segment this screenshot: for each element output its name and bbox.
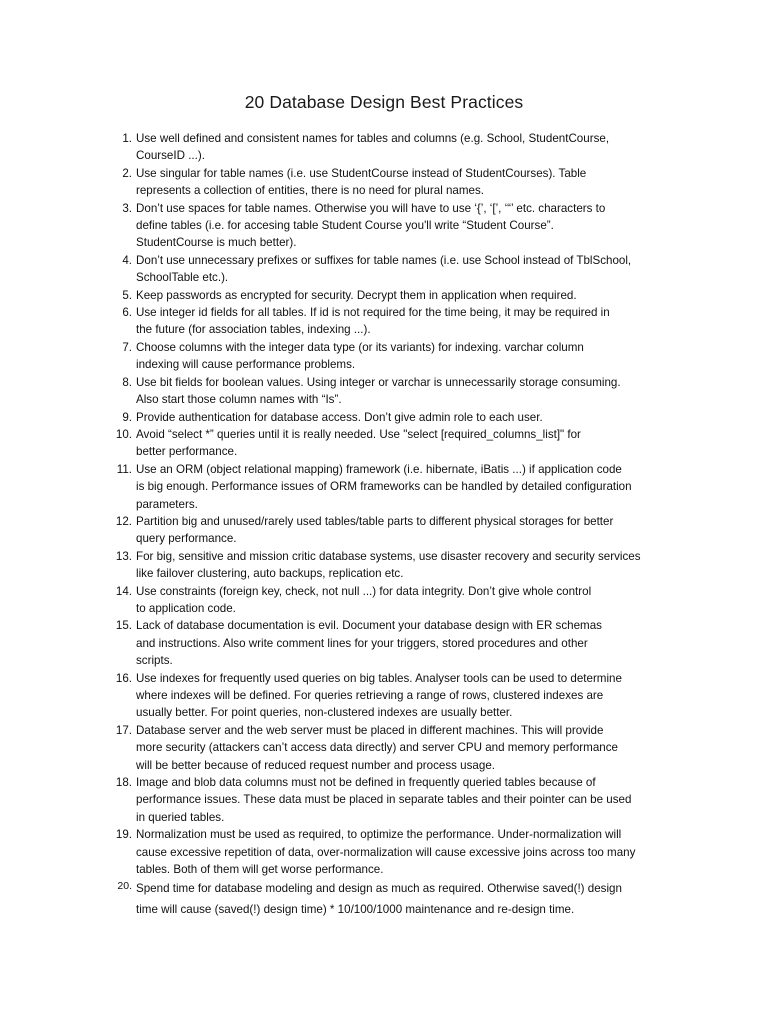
list-item (110, 287, 700, 304)
list-item-number: 1. (122, 132, 132, 145)
list-item (110, 722, 700, 774)
list-item-number: 7. (122, 340, 132, 354)
list-item (110, 617, 700, 669)
list-item-text: Lack of database documentation is evil. Document your database design with ER schemas and instructions. Also write comment lines for your triggers, stored procedures and other scripts. (136, 619, 602, 668)
list-item-text: Database server and the web server must be placed in different machines. This will provide more security (attackers can’t access data directly) and server CPU and memory performance will be better because of reduced request number and process usage. (136, 723, 618, 772)
list-item (110, 548, 700, 583)
list-item (110, 878, 700, 920)
list-item (110, 461, 700, 513)
list-item-number: 4. (122, 253, 132, 267)
list-item-number: 9. (122, 410, 132, 424)
list-item-text: Don’t use unnecessary prefixes or suffixes for table names (i.e. use School instead of TblSchool, SchoolTable etc.). (136, 253, 632, 285)
list-item-text: Don’t use spaces for table names. Otherwise you will have to use ‘{’, ‘[’, ‘“’ etc. characters to define tables (i.e. for accesing table Student Course you'll write “Student Course”. StudentCourse is much better). (136, 201, 606, 250)
list-item-number: 12. (115, 514, 132, 528)
list-item-number: 6. (122, 306, 132, 320)
list-item-number: 11. (116, 462, 132, 476)
list-item-number: 2. (122, 166, 132, 180)
list-item-number: 19. (115, 828, 132, 842)
list-item-number: 14. (115, 584, 132, 598)
list-item-text: Image and blob data columns must not be defined in frequently queried tables because of performance issues. These data must be placed in separate tables and their pointer can be used in queried tables. (136, 776, 632, 824)
page-title: 20 Database Design Best Practices (244, 92, 524, 112)
list-item-text: Keep passwords as encrypted for security. Decrypt them in application when required. (136, 288, 577, 302)
list-item-text: Use bit fields for boolean values. Using integer or varchar is unnecessarily storage consuming. Also start those column names with “Is”. (136, 375, 621, 407)
list-item (110, 670, 700, 722)
list-item (110, 583, 700, 618)
list-item (110, 339, 700, 374)
list-item (110, 165, 700, 200)
list-item-text: Use an ORM (object relational mapping) framework (i.e. hibernate, iBatis ...) if application code is big enough. Performance issues of ORM frameworks can be handled by detailed configuration parameters. (136, 462, 632, 511)
list-item-number: 8. (122, 375, 132, 389)
list-item (110, 426, 700, 461)
list-item-text: Partition big and unused/rarely used tables/table parts to different physical storages for better query performance. (136, 514, 614, 546)
list-item-text: Provide authentication for database access. Don’t give admin role to each user. (136, 410, 543, 424)
list-item (110, 374, 700, 409)
list-item-text: Use indexes for frequently used queries on big tables. Analyser tools can be used to determine where indexes will be defined. For queries retrieving a range of rows, clustered indexes are usually better. For point queries, non-clustered indexes are usually better. (136, 671, 622, 720)
list-item-number: 5. (122, 288, 132, 302)
list-item-number: 10. (115, 427, 132, 441)
list-item-number: 3. (122, 201, 132, 215)
list-item (110, 304, 700, 339)
list-item-text: Avoid “select *” queries until it is really needed. Use "select [required_columns_list]" for better performance. (136, 427, 581, 459)
list-item (110, 409, 700, 426)
list-item-text: Normalization must be used as required, to optimize the performance. Under-normalization will cause excessive repetition of data, over-normalization will cause excessive joins across too many tables. Both of them will get worse performance. (136, 828, 636, 877)
list-item-number: 13. (115, 549, 132, 563)
list-item (110, 200, 700, 252)
list-item-text: Use constraints (foreign key, check, not null ...) for data integrity. Don’t give whole control to application code. (136, 584, 592, 615)
list-item (110, 252, 700, 287)
list-item-number: 17. (115, 723, 132, 737)
list-item (110, 826, 700, 878)
list-item-number: 20. (117, 880, 132, 893)
list-item (110, 774, 700, 826)
list-item-number: 15. (115, 619, 132, 633)
list-item (110, 130, 700, 165)
list-item-number: 18. (115, 776, 132, 790)
list-item (110, 513, 700, 548)
practices-list (110, 130, 700, 920)
list-item-text: Choose columns with the integer data type (or its variants) for indexing. varchar column indexing will cause performance problems. (136, 340, 584, 372)
list-item-text: Use well defined and consistent names for tables and columns (e.g. School, StudentCourse, CourseID ...). (136, 132, 610, 163)
list-item-number: 16. (115, 671, 132, 685)
list-item-text: Spend time for database modeling and design as much as required. Otherwise saved(!) design time will cause (saved(!) design time) * 10/100/1000 maintenance and re-design time. (136, 882, 622, 917)
list-item-text: Use singular for table names (i.e. use StudentCourse instead of StudentCourses). Table represents a collection of entities, there is no need for plural names. (136, 166, 587, 198)
list-item-text: For big, sensitive and mission critic database systems, use disaster recovery and security services like failover clustering, auto backups, replication etc. (136, 549, 641, 581)
list-item-text: Use integer id fields for all tables. If id is not required for the time being, it may be required in the future (for association tables, indexing ...). (136, 306, 610, 337)
